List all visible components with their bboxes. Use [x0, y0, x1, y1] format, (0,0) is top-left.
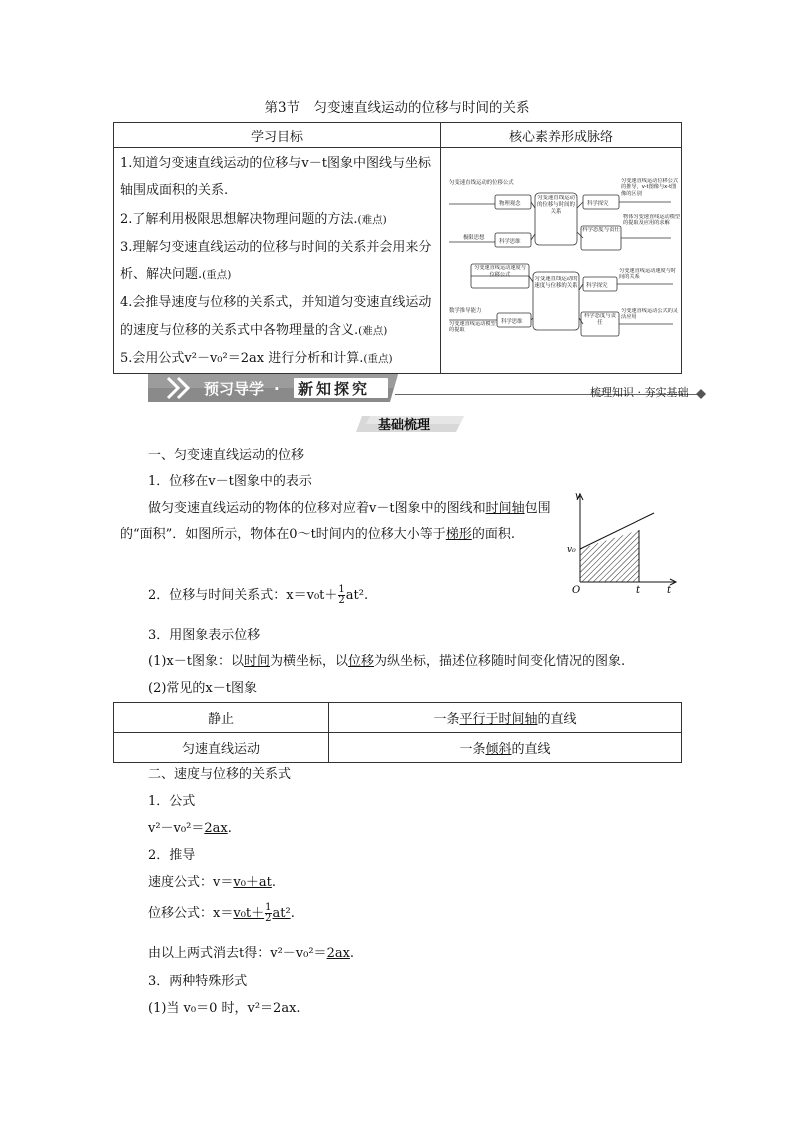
fraction: $\frac{1}{2}$ [265, 902, 272, 924]
formula-line: 2．位移与时间关系式：x＝v₀t＋ $\frac{1}{2}$ at². [148, 584, 369, 606]
sub-heading: 1．公式 [148, 794, 196, 809]
xt-graph-table [113, 702, 682, 763]
blank-answer: 位移 [348, 654, 375, 669]
goals-header: 学习目标 [114, 123, 441, 148]
sub-heading: 3．两种特殊形式 [148, 974, 248, 989]
page-title: 第3节 匀变速直线运动的位移与时间的关系 [264, 100, 530, 116]
mind-map-node: 匀变速直线运动公式的灵活应用 [621, 308, 679, 321]
v-axis-label: v [575, 491, 581, 502]
goal-item: 1.知道匀变速直线运动的位移与v－t图象中图线与坐标轴围成面积的关系. [120, 156, 431, 199]
difficulty-tag: (难点) [358, 324, 388, 337]
mind-map-node: 匀变速直线运动模型的提取 [449, 321, 496, 334]
t-axis-label: t [667, 585, 672, 596]
sub-banner [356, 414, 464, 434]
mind-map-node: 科学态度与责任 [583, 313, 617, 326]
t-tick-label: t [636, 585, 641, 596]
mind-map-node: 数学推导能力 [449, 308, 482, 314]
banner-title-b: 新知探究 [298, 380, 371, 398]
mind-map-node: 科学思维 [501, 319, 523, 325]
paragraph: (2)常见的x－t图象 [148, 681, 257, 696]
mind-map-node: 极限思想 [463, 235, 485, 241]
mind-map-node: 匀变速直线运动速度与位移公式 [474, 265, 526, 278]
mind-map-node: 匀变速直线运动位移公式的推导，v-t图像与x-t图像的区别 [621, 178, 679, 197]
sub-heading: 3．用图象表示位移 [148, 628, 261, 643]
competency-header: 核心素养形成脉络 [441, 123, 682, 148]
v0-label: v₀ [567, 545, 576, 555]
table-row [114, 733, 682, 763]
paragraph: 做匀变速直线运动的物体的位移对应着v－t图象中的图线和时间轴包围的“面积”．如图所示，物体在0～t时间内的位移大小等于梯形的面积. [120, 501, 551, 542]
banner-dot: · [274, 380, 280, 398]
goal-list [114, 148, 440, 373]
blank-answer: 时间轴 [485, 501, 525, 516]
mind-map-node: 物理观念 [499, 201, 521, 207]
section-banner [148, 374, 398, 402]
blank-answer: 时间 [243, 654, 270, 669]
section-heading: 二、速度与位移的关系式 [148, 767, 292, 782]
paragraph: (1)x－t图象：以时间为横坐标，以位移为纵坐标，描述位移随时间变化情况的图象. [148, 654, 626, 669]
difficulty-tag: (难点) [357, 213, 387, 226]
formula-line: 由以上两式消去t得：v²－v₀²＝2ax. [148, 946, 355, 961]
section-heading: 一、匀变速直线运动的位移 [148, 448, 305, 463]
table-cell: 匀速直线运动 [114, 733, 329, 763]
banner-right-text: 梳理知识 · 夯实基础 [590, 386, 689, 399]
formula-line: (1)当 v₀＝0 时，v²＝2ax. [148, 1001, 301, 1016]
mind-map-node: 物体匀变速直线运动模型的提取及应用的求解 [623, 214, 681, 227]
goal-item: 2.了解利用极限思想解决物理问题的方法.(难点) [120, 211, 387, 227]
key-point-tag: (重点) [363, 353, 393, 366]
formula-line: 速度公式：v＝v₀＋at. [148, 875, 277, 890]
table-cell: 一条平行于时间轴的直线 [329, 703, 682, 733]
table-cell: 静止 [114, 703, 329, 733]
mind-map-node: 匀变速直线运动速度与时间的关系 [619, 268, 677, 281]
mind-map-node: 科学探究 [587, 201, 609, 207]
formula-line: v²－v₀²＝2ax. [148, 821, 232, 836]
formula-line: 位移公式：x＝v₀t＋ $\frac{1}{2}$ at². [148, 902, 295, 924]
diamond-icon [696, 389, 706, 399]
mind-map-center-node: 匀变速直线运动的位移与时间的关系 [537, 195, 575, 215]
table-row [114, 703, 682, 733]
mind-map-node: 匀变速直线运动的位移公式 [449, 180, 514, 186]
mind-map-node: 科学探究 [586, 283, 608, 289]
velocity-time-graph [566, 490, 682, 598]
sub-heading: 2．推导 [148, 848, 196, 863]
goal-item: 5.会用公式v²－v₀²＝2ax 进行分析和计算.(重点) [120, 351, 393, 367]
key-point-tag: (重点) [202, 269, 232, 282]
goal-item: 4.会推导速度与位移的关系式，并知道匀变速直线运动的速度与位移的关系式中各物理量的含义.(难点) [120, 295, 432, 338]
origin-label: O [572, 585, 581, 596]
fraction: $\frac{1}{2}$ [338, 584, 345, 606]
goal-item: 3.理解匀变速直线运动的位移与时间的关系并会用来分析、解决问题.(重点) [120, 239, 432, 283]
mind-map-node: 科学态度与责任 [582, 227, 620, 233]
mind-map-diagram [441, 148, 682, 368]
mind-map-center-node: 匀变速直线运动的速度与位移的关系 [534, 276, 578, 289]
table-cell: 一条倾斜的直线 [329, 733, 682, 763]
banner-title-a: 预习导学 [204, 380, 265, 398]
blank-answer: 梯形 [445, 527, 472, 542]
learning-goals-table [113, 122, 682, 374]
sub-heading: 1．位移在v－t图象中的表示 [148, 474, 312, 489]
mind-map-node: 科学思维 [499, 239, 521, 245]
sub-banner-title: 基础梳理 [378, 418, 431, 433]
